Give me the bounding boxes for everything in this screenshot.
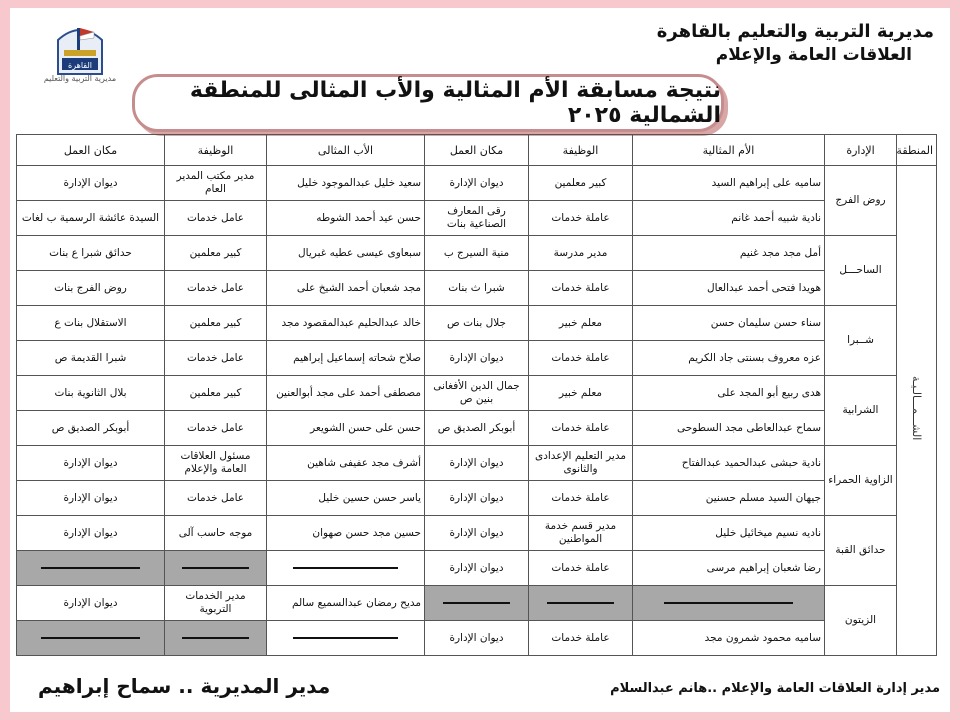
father-name: مصطفى أحمد على مجد أبوالعنين xyxy=(267,376,425,411)
header-mother-place: مكان العمل xyxy=(425,135,529,166)
title-banner xyxy=(132,74,724,132)
mother-job: مدير مدرسة xyxy=(529,236,633,271)
header-region: المنطقة xyxy=(897,135,937,166)
empty-father-place xyxy=(17,551,165,586)
father-job: عامل خدمات xyxy=(165,271,267,306)
logo-text: القاهرة xyxy=(68,61,92,70)
mother-name: ناديه نسيم ميخائيل خليل xyxy=(633,516,825,551)
region-cell xyxy=(897,166,937,656)
table-row xyxy=(17,551,937,586)
empty-mother-place xyxy=(425,586,529,621)
mother-job: عاملة خدمات xyxy=(529,551,633,586)
admin-cell: الشرابية xyxy=(825,376,897,446)
mother-place: ديوان الإدارة xyxy=(425,516,529,551)
father-place: حدائق شبرا ع بنات xyxy=(17,236,165,271)
mother-place: ديوان الإدارة xyxy=(425,621,529,656)
father-place: روض الفرج بنات xyxy=(17,271,165,306)
father-job: كبير معلمين xyxy=(165,376,267,411)
mother-place: أبوبكر الصديق ص xyxy=(425,411,529,446)
mother-name: جيهان السيد مسلم حسنين xyxy=(633,481,825,516)
mother-place: جلال بنات ص xyxy=(425,306,529,341)
father-name: سبعاوى عيسى عطيه غبريال xyxy=(267,236,425,271)
mother-place: ديوان الإدارة xyxy=(425,341,529,376)
mother-place: ديوان الإدارة xyxy=(425,551,529,586)
table-row xyxy=(17,586,937,621)
mother-place: ديوان الإدارة xyxy=(425,481,529,516)
mother-job: عاملة خدمات xyxy=(529,621,633,656)
mother-job: عاملة خدمات xyxy=(529,411,633,446)
table-row xyxy=(17,481,937,516)
logo-caption: مديرية التربية والتعليم xyxy=(43,74,117,83)
admin-cell: الزاوية الحمراء xyxy=(825,446,897,516)
table-row xyxy=(17,446,937,481)
mother-place: شبرا ث بنات xyxy=(425,271,529,306)
mother-job: عاملة خدمات xyxy=(529,341,633,376)
father-job: عامل خدمات xyxy=(165,481,267,516)
org-line-1: مديرية التربية والتعليم بالقاهرة xyxy=(656,21,934,42)
mother-name: ساميه على إبراهيم السيد xyxy=(633,166,825,201)
admin-cell: الساحـــل xyxy=(825,236,897,306)
father-place: ديوان الإدارة xyxy=(17,166,165,201)
mother-job: عاملة خدمات xyxy=(529,271,633,306)
father-job: عامل خدمات xyxy=(165,341,267,376)
director-signature-line: مدير المديرية .. سماح إبراهيم xyxy=(38,674,331,698)
header-father: الأب المثالى xyxy=(267,135,425,166)
mother-place: ديوان الإدارة xyxy=(425,446,529,481)
father-place: ديوان الإدارة xyxy=(17,586,165,621)
father-place: بلال الثانوية بنات xyxy=(17,376,165,411)
admin-cell: روض الفرج xyxy=(825,166,897,236)
father-name: أشرف مجد عفيفى شاهين xyxy=(267,446,425,481)
table-row xyxy=(17,306,937,341)
father-name: مديح رمضان عبدالسميع سالم xyxy=(267,586,425,621)
mother-name: سناء حسن سليمان حسن xyxy=(633,306,825,341)
header-mother: الأم المثالية xyxy=(633,135,825,166)
mother-name: نادية حبشى عبدالحميد عبدالفتاح xyxy=(633,446,825,481)
empty-father-place xyxy=(17,621,165,656)
mother-job: عاملة خدمات xyxy=(529,481,633,516)
admin-cell: شــبرا xyxy=(825,306,897,376)
father-place: أبوبكر الصديق ص xyxy=(17,411,165,446)
mother-name: هويدا فتحى أحمد عبدالعال xyxy=(633,271,825,306)
mother-name: رضا شعبان إبراهيم مرسى xyxy=(633,551,825,586)
table-row xyxy=(17,516,937,551)
father-job: مدير مكتب المدير العام xyxy=(165,166,267,201)
mother-name: أمل مجد مجد غنيم xyxy=(633,236,825,271)
mother-place: منية السيرج ب xyxy=(425,236,529,271)
father-name: ياسر حسن حسين خليل xyxy=(267,481,425,516)
father-name: سعيد خليل عبدالموجود خليل xyxy=(267,166,425,201)
header-admin: الإدارة xyxy=(825,135,897,166)
mother-job: معلم خبير xyxy=(529,306,633,341)
mother-place: ديوان الإدارة xyxy=(425,166,529,201)
father-job: مسئول العلاقات العامة والإعلام xyxy=(165,446,267,481)
header-father-place: مكان العمل xyxy=(17,135,165,166)
father-name: صلاح شحاته إسماعيل إبراهيم xyxy=(267,341,425,376)
father-job: موجه حاسب آلى xyxy=(165,516,267,551)
admin-cell: الزيتون xyxy=(825,586,897,656)
mother-name: نادية شبيه أحمد غانم xyxy=(633,201,825,236)
header-mother-job: الوظيفة xyxy=(529,135,633,166)
pr-manager-signature-line: مدير إدارة العلاقات العامة والإعلام ..هانم عبدالسلام xyxy=(610,681,940,696)
table-row xyxy=(17,236,937,271)
logo-emblem-icon xyxy=(50,18,110,76)
father-place: شبرا القديمة ص xyxy=(17,341,165,376)
results-table xyxy=(16,134,937,656)
table-row xyxy=(17,376,937,411)
father-name: حسن عيد أحمد الشوطه xyxy=(267,201,425,236)
father-job: عامل خدمات xyxy=(165,411,267,446)
mother-place: جمال الدين الأفغانى بنين ص xyxy=(425,376,529,411)
table-row xyxy=(17,166,937,201)
table-row xyxy=(17,411,937,446)
mother-job: معلم خبير xyxy=(529,376,633,411)
empty-mother-job xyxy=(529,586,633,621)
page-title: نتيجة مسابقة الأم المثالية والأب المثالى للمنطقة الشمالية ٢٠٢٥ xyxy=(189,78,721,128)
father-name: خالد عبدالحليم عبدالمقصود مجد xyxy=(267,306,425,341)
father-name: حسن على حسن الشويعر xyxy=(267,411,425,446)
mother-name: هدى ربيع أبو المجد على xyxy=(633,376,825,411)
father-job: عامل خدمات xyxy=(165,201,267,236)
mother-name: سماح عبدالعاطى مجد السطوحى xyxy=(633,411,825,446)
table-row xyxy=(17,341,937,376)
father-name: حسين مجد حسن صهوان xyxy=(267,516,425,551)
father-job: مدير الخدمات التربوية xyxy=(165,586,267,621)
org-line-2: العلاقات العامة والإعلام xyxy=(715,45,912,65)
mother-job: عاملة خدمات xyxy=(529,201,633,236)
empty-father-name xyxy=(267,551,425,586)
table-row xyxy=(17,271,937,306)
empty-father-name xyxy=(267,621,425,656)
father-place: ديوان الإدارة xyxy=(17,446,165,481)
father-job: كبير معلمين xyxy=(165,306,267,341)
region-name: الشـــمـــالـيـة xyxy=(910,376,923,441)
empty-mother-name xyxy=(633,586,825,621)
table-row xyxy=(17,201,937,236)
mother-job: مدير التعليم الإعدادى والثانوى xyxy=(529,446,633,481)
table-row xyxy=(17,621,937,656)
admin-cell: حدائق القبة xyxy=(825,516,897,586)
father-job: كبير معلمين xyxy=(165,236,267,271)
mother-place: رقى المعارف الصناعية بنات xyxy=(425,201,529,236)
header-father-job: الوظيفة xyxy=(165,135,267,166)
father-name: مجد شعبان أحمد الشيخ على xyxy=(267,271,425,306)
father-place: ديوان الإدارة xyxy=(17,516,165,551)
father-place: الاستقلال بنات ع xyxy=(17,306,165,341)
mother-name: ساميه محمود شمرون مجد xyxy=(633,621,825,656)
table-header-row xyxy=(17,135,937,166)
mother-job: كبير معلمين xyxy=(529,166,633,201)
ministry-logo xyxy=(40,18,120,98)
empty-father-job xyxy=(165,551,267,586)
organization-header xyxy=(657,20,934,66)
mother-name: عزه معروف بسنتى جاد الكريم xyxy=(633,341,825,376)
father-place: السيدة عائشة الرسمية ب لغات xyxy=(17,201,165,236)
empty-father-job xyxy=(165,621,267,656)
mother-job: مدير قسم خدمة المواطنين xyxy=(529,516,633,551)
father-place: ديوان الإدارة xyxy=(17,481,165,516)
